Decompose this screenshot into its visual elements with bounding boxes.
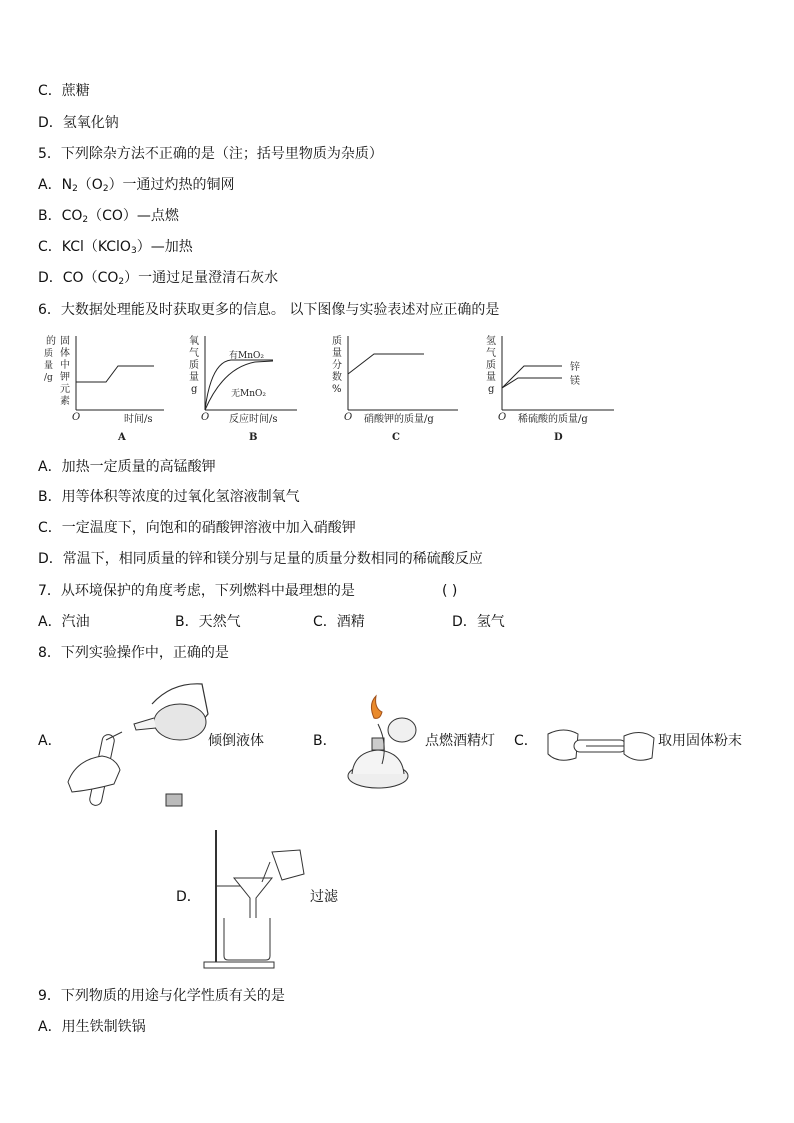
svg-text:g: g	[191, 384, 198, 395]
svg-text:O: O	[201, 412, 210, 423]
lighting-alcohol-lamp-illustration	[338, 694, 428, 794]
svg-text:锌: 锌	[570, 362, 580, 373]
q6-option-a: A．加热一定质量的高锰酸钾	[38, 459, 216, 475]
svg-text:氢: 氢	[486, 336, 496, 347]
q5-option-c: C．KCl（KClO$_3$）—加热	[38, 239, 193, 256]
svg-text:量: 量	[44, 361, 54, 371]
svg-text:固: 固	[60, 336, 70, 347]
svg-text:O: O	[498, 412, 507, 423]
svg-text:D: D	[554, 432, 563, 443]
svg-text:反应时间/s: 反应时间/s	[229, 414, 278, 425]
graph-d	[486, 334, 614, 443]
svg-text:O: O	[72, 412, 81, 423]
option-c-sucrose: C．蔗糖	[38, 83, 90, 99]
svg-text:O: O	[344, 412, 353, 423]
svg-text:量: 量	[332, 348, 342, 359]
q5-option-a: A．$N_2(O_2)$一通过灼热的铜网	[38, 177, 235, 194]
svg-text:量: 量	[189, 372, 199, 383]
svg-text:%: %	[332, 384, 342, 395]
q8-option-c-label: C．	[514, 733, 538, 749]
svg-text:的: 的	[46, 336, 56, 347]
svg-text:质: 质	[44, 349, 54, 359]
q6-graphs	[40, 332, 620, 444]
q6-option-d: D．常温下，相同质量的锌和镁分别与足量的质量分数相同的稀硫酸反应	[38, 551, 483, 567]
svg-text:g: g	[488, 384, 495, 395]
graph-c	[332, 334, 458, 443]
q8-option-d-label: D．	[176, 889, 201, 905]
q7-option-b: B．天然气	[175, 614, 241, 630]
svg-text:B: B	[249, 432, 258, 443]
question-9: 9．下列物质的用途与化学性质有关的是	[38, 988, 285, 1004]
q8-option-a-caption: 倾倒液体	[208, 733, 264, 749]
q9-option-a: A．用生铁制铁锅	[38, 1019, 146, 1035]
q6-option-c: C．一定温度下，向饱和的硝酸钾溶液中加入硝酸钾	[38, 520, 356, 536]
svg-text:中: 中	[60, 360, 70, 371]
q8-option-c-caption: 取用固体粉末	[658, 733, 742, 749]
svg-text:硝酸钾的质量/g: 硝酸钾的质量/g	[364, 414, 434, 425]
q5-option-b: B．$CO_2(CO)—$点燃	[38, 208, 179, 225]
svg-text:无MnO₂: 无MnO₂	[231, 389, 266, 399]
svg-text:数: 数	[332, 372, 342, 383]
svg-text:稀硫酸的质量/g: 稀硫酸的质量/g	[518, 414, 588, 425]
q8-option-b-caption: 点燃酒精灯	[425, 733, 495, 749]
svg-text:钾: 钾	[60, 372, 70, 383]
graph-a	[44, 335, 164, 443]
question-5: 5．下列除杂方法不正确的是（注；括号里物质为杂质）	[38, 146, 383, 162]
svg-text:气: 气	[486, 348, 496, 359]
q7-answer-blank: ( )	[442, 583, 458, 599]
svg-text:质: 质	[486, 360, 496, 371]
q7-option-c: C．酒精	[313, 614, 365, 630]
svg-text:体: 体	[60, 348, 70, 359]
question-6: 6．大数据处理能及时获取更多的信息。 以下图像与实验表述对应正确的是	[38, 302, 500, 318]
question-7: 7．从环境保护的角度考虑，下列燃料中最理想的是	[38, 583, 355, 599]
q8-option-b-label: B．	[313, 733, 337, 749]
q7-option-a: A．汽油	[38, 614, 90, 630]
svg-text:C: C	[392, 432, 400, 443]
svg-text:素: 素	[60, 396, 70, 407]
option-d-naoh: D．氢氧化钠	[38, 115, 119, 131]
graph-b	[189, 334, 297, 443]
taking-solid-powder-illustration	[546, 724, 656, 768]
svg-text:A: A	[118, 432, 126, 443]
svg-text:/g: /g	[44, 373, 53, 383]
q8-option-d-caption: 过滤	[310, 889, 338, 905]
svg-text:分: 分	[332, 360, 342, 371]
svg-text:镁: 镁	[570, 376, 580, 387]
question-8: 8．下列实验操作中，正确的是	[38, 645, 229, 661]
svg-text:元: 元	[60, 384, 70, 395]
filtration-illustration	[200, 828, 310, 972]
svg-text:氧: 氧	[189, 336, 199, 347]
q7-option-d: D．氢气	[452, 614, 505, 630]
svg-text:质: 质	[332, 336, 342, 347]
q5-option-d: D．$CO(CO_2)$一通过足量澄清石灰水	[38, 270, 279, 287]
q6-option-b: B．用等体积等浓度的过氧化氢溶液制氧气	[38, 489, 300, 505]
svg-text:时间/s: 时间/s	[124, 414, 153, 425]
svg-text:气: 气	[189, 348, 199, 359]
svg-text:有MnO₂: 有MnO₂	[229, 351, 264, 361]
pouring-liquid-illustration	[62, 674, 212, 814]
q8-option-a-label: A．	[38, 733, 62, 749]
svg-text:质: 质	[189, 360, 199, 371]
svg-text:量: 量	[486, 372, 496, 383]
